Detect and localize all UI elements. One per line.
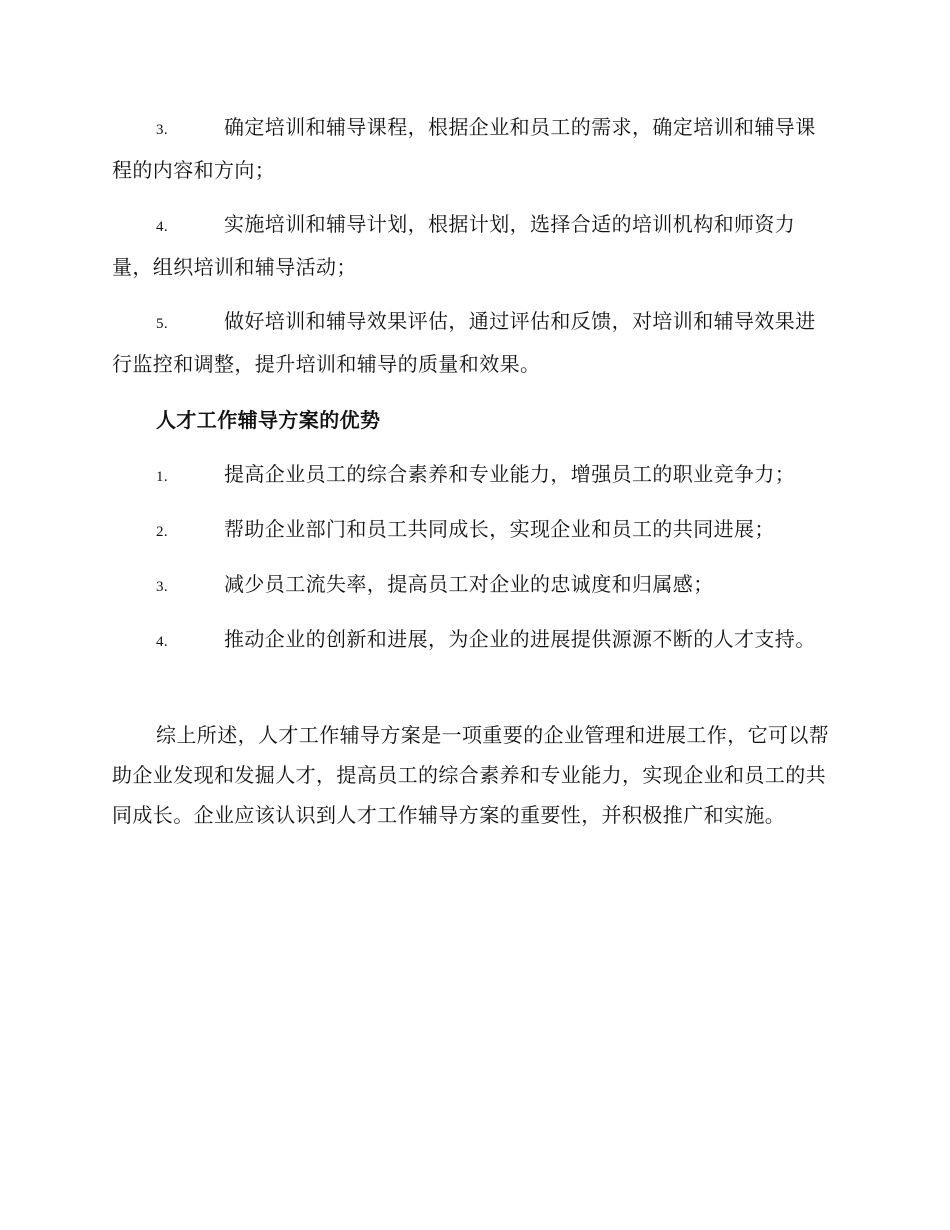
list-item-text: 实施培训和辅导计划，根据计划，选择合适的培训机构和师资力量，组织培训和辅导活动；: [112, 212, 796, 279]
list-item-number: 2.: [156, 524, 169, 540]
list-item-text: 做好培训和辅导效果评估，通过评估和反馈，对培训和辅导效果进行监控和调整，提升培训和辅导的质量和效果。: [112, 309, 816, 376]
list-item-number: 3.: [156, 579, 169, 595]
list-item: [112, 204, 834, 287]
list-item-text: 减少员工流失率，提高员工对企业的忠诚度和归属感；: [224, 572, 714, 596]
list-item: [112, 509, 834, 552]
list-item: [112, 301, 834, 384]
list-item: [112, 454, 834, 497]
list-item-number: 3.: [156, 122, 169, 138]
conclusion-paragraph: 综上所述，人才工作辅导方案是一项重要的企业管理和进展工作，它可以帮助企业发现和发掘人才，提高员工的综合素养和专业能力，实现企业和员工的共同成长。企业应该认识到人才工作辅导方案的重要性，并积极推广和实施。: [112, 723, 830, 827]
list-item: [112, 619, 834, 662]
list-item-text: 帮助企业部门和员工共同成长，实现企业和员工的共同进展；: [224, 517, 775, 541]
list-item: [112, 564, 834, 607]
list-item-number: 5.: [156, 316, 169, 332]
list-item-number: 4.: [156, 219, 169, 235]
list-item-number: 1.: [156, 469, 169, 485]
list-item-text: 推动企业的创新和进展，为企业的进展提供源源不断的人才支持。: [224, 627, 816, 651]
list-item-text: 确定培训和辅导课程，根据企业和员工的需求，确定培训和辅导课程的内容和方向；: [112, 115, 816, 182]
list-item: [112, 107, 834, 190]
list-item-text: 提高企业员工的综合素养和专业能力，增强员工的职业竞争力；: [224, 462, 796, 486]
section-heading: 人才工作辅导方案的优势: [156, 408, 381, 432]
list-item-number: 4.: [156, 634, 169, 650]
